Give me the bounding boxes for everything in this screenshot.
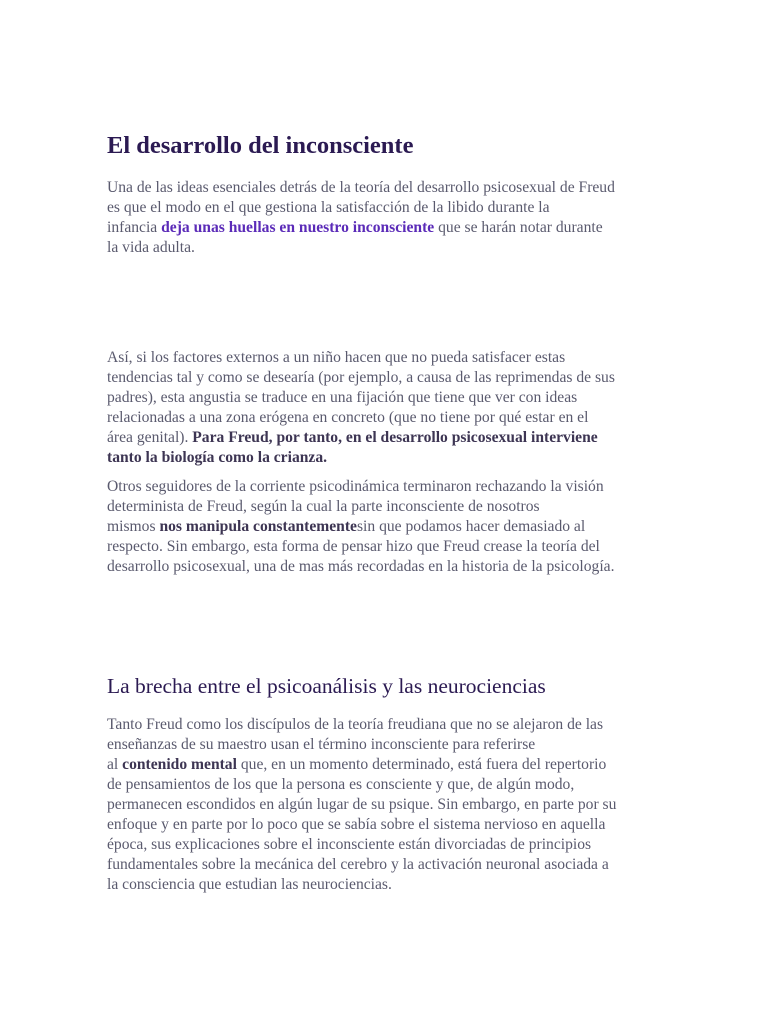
text-line: enfoque y en parte por lo poco que se sabía sobre el sistema nervioso en aquella [107, 816, 606, 833]
text-line [107, 428, 598, 448]
text-line: enseñanzas de su maestro usan el término inconsciente para referirse [107, 736, 536, 753]
text-line: Otros seguidores de la corriente psicodinámica terminaron rechazando la visión [107, 478, 604, 495]
text-span: infancia [107, 219, 162, 236]
section-heading-inconsciente: El desarrollo del inconsciente [107, 132, 414, 159]
text-line: padres), esta angustia se traduce en una fijación que tiene que ver con ideas [107, 389, 578, 406]
text-line: permanecen escondidos en algún lugar de su psique. Sin embargo, en parte por su [107, 796, 617, 813]
text-span: área genital). [107, 429, 193, 446]
text-line: relacionadas a una zona erógena en concreto (que no tiene por qué estar en el [107, 409, 589, 426]
text-line: fundamentales sobre la mecánica del cerebro y la activación neuronal asociada a [107, 856, 609, 873]
text-line: la consciencia que estudian las neurociencias. [107, 876, 392, 893]
bold-text: Para Freud, por tanto, en el desarrollo psicosexual interviene [192, 429, 598, 446]
text-span: al [107, 756, 123, 773]
text-line: de pensamientos de los que la persona es consciente y que, de algún modo, [107, 776, 575, 793]
bold-text: tanto la biología como la crianza. [107, 449, 328, 466]
text-line: desarrollo psicosexual, una de mas más recordadas en la historia de la psicología. [107, 558, 615, 575]
text-line: época, sus explicaciones sobre el inconsciente están divorciadas de principios [107, 836, 592, 853]
text-line: es que el modo en el que gestiona la satisfacción de la libido durante la [107, 199, 550, 216]
text-line [107, 517, 585, 537]
text-span: que se harán notar durante [434, 219, 603, 236]
text-line [107, 218, 603, 238]
text-line: la vida adulta. [107, 239, 195, 256]
text-line: determinista de Freud, según la cual la parte inconsciente de nosotros [107, 498, 540, 515]
text-line: Así, si los factores externos a un niño hacen que no pueda satisfacer estas [107, 349, 566, 366]
text-span: sin que podamos hacer demasiado al [356, 518, 586, 535]
section-heading-brecha: La brecha entre el psicoanálisis y las neurociencias [107, 674, 546, 698]
text-line: tendencias tal y como se desearía (por ejemplo, a causa de las reprimendas de sus [107, 369, 615, 386]
text-span: que, en un momento determinado, está fuera del repertorio [236, 756, 607, 773]
text-line: Una de las ideas esenciales detrás de la teoría del desarrollo psicosexual de Freud [107, 179, 615, 196]
text-line [107, 755, 606, 775]
text-line: respecto. Sin embargo, esta forma de pensar hizo que Freud crease la teoría del [107, 538, 600, 555]
bold-text: contenido mental [122, 756, 237, 773]
text-span: mismos [107, 518, 160, 535]
bold-text: nos manipula constantemente [159, 518, 357, 535]
text-line: Tanto Freud como los discípulos de la teoría freudiana que no se alejaron de las [107, 716, 604, 733]
huellas-link[interactable]: deja unas huellas en nuestro inconsciente [161, 219, 435, 236]
